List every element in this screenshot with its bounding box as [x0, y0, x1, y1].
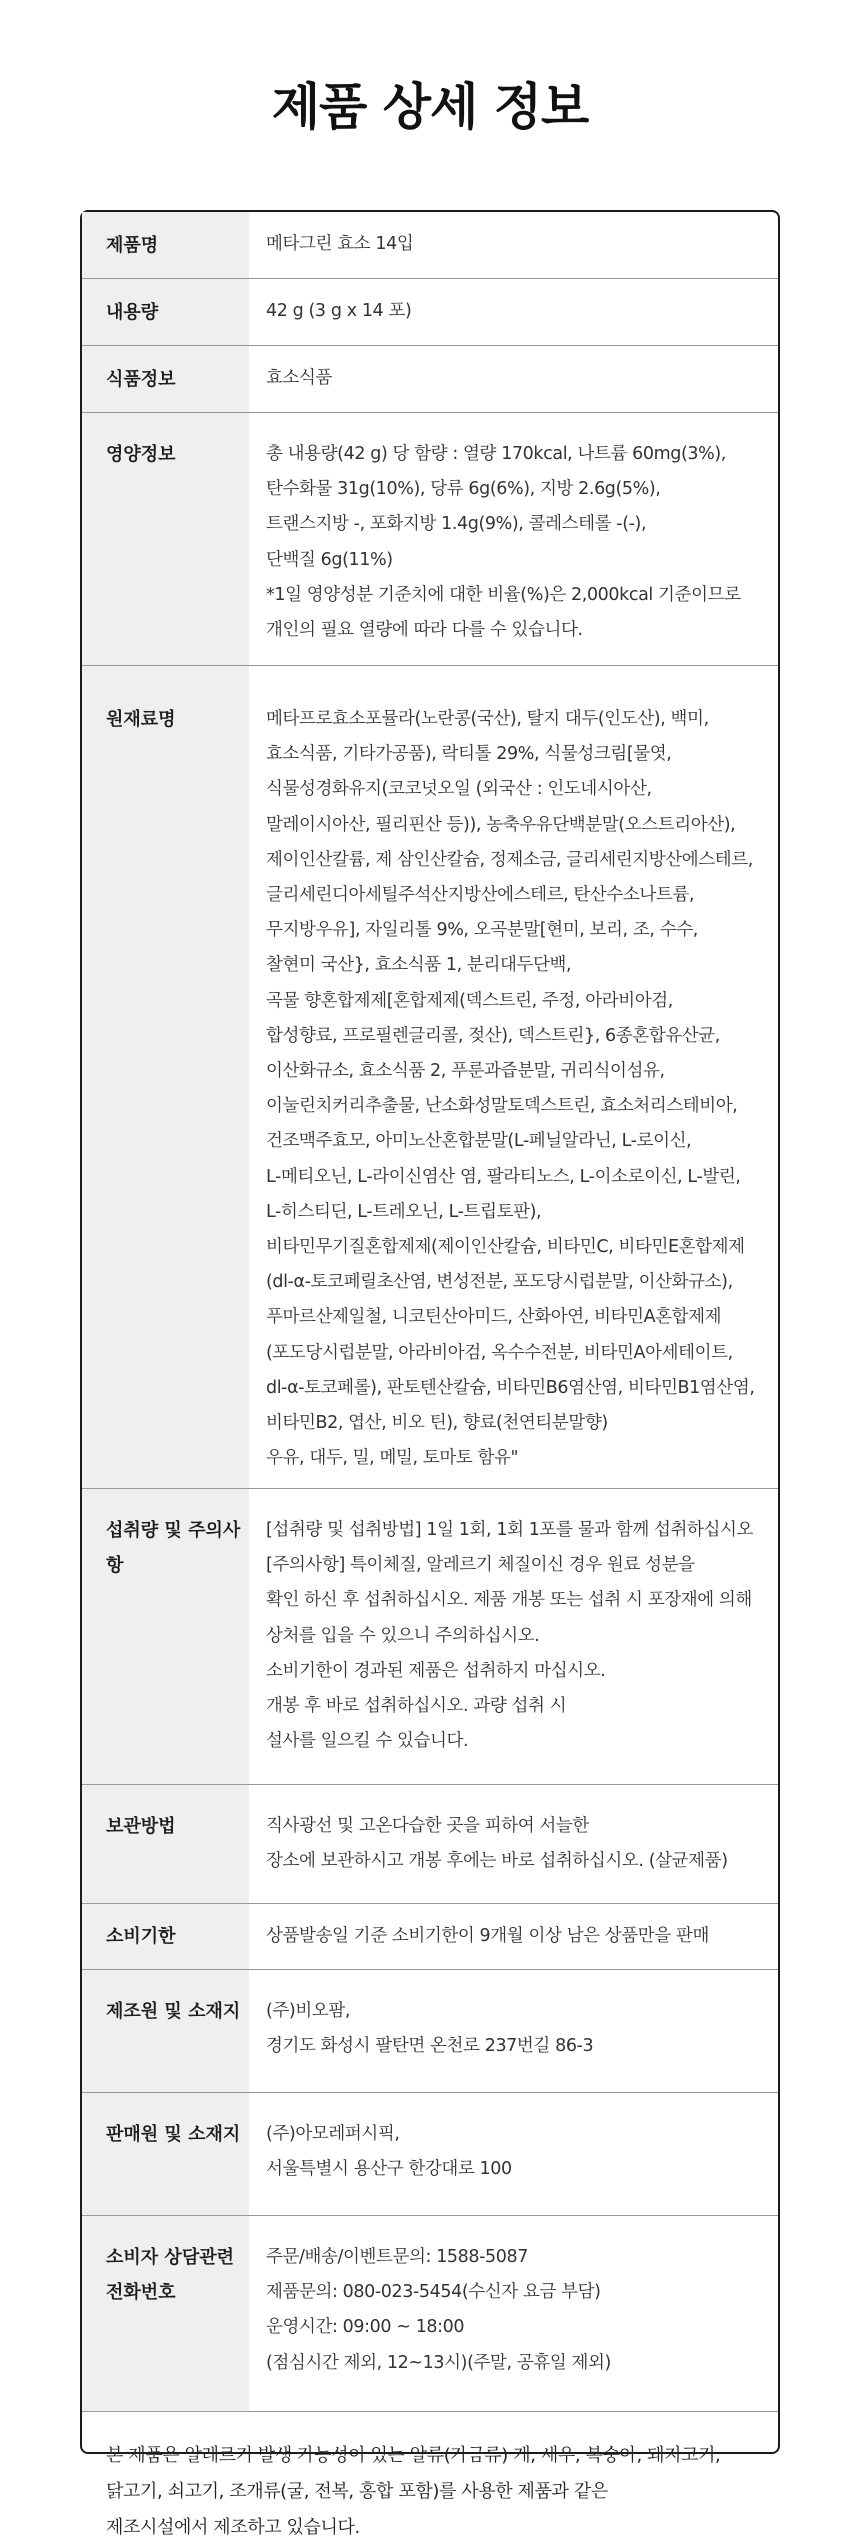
row-label: 판매원 및 소재지 — [82, 2093, 249, 2215]
row-label: 제조원 및 소재지 — [82, 1970, 249, 2092]
row-label: 영양정보 — [82, 413, 249, 665]
row-storage — [82, 1785, 778, 1904]
page-title: 제품 상세 정보 — [271, 78, 589, 136]
allergy-notice: 본 제품은 알레르기 발생 가능성이 있는 알류(가금류) 게, 새우, 복숭아, 돼지고기, 닭고기, 쇠고기, 조개류(굴, 전복, 홍합 포함)를 사용한 제품과 같은 제조시설에서 제조하고 있습니다. — [106, 2445, 721, 2538]
row-label: 소비기한 — [82, 1904, 249, 1969]
row-value: 효소식품 — [266, 368, 333, 389]
row-ingredients — [82, 666, 778, 1489]
row-label: 식품정보 — [82, 346, 249, 412]
row-value: 직사광선 및 고온다습한 곳을 피하여 서늘한 장소에 보관하시고 개봉 후에는 바로 섭취하십시오. (살균제품) — [266, 1816, 728, 1872]
row-label: 내용량 — [82, 279, 249, 345]
row-value: 메타프로효소포뮬라(노란콩(국산), 탈지 대두(인도산), 백미, 효소식품, 기타가공품), 락티톨 29%, 식물성크림[물엿, 식물성경화유지(코코넛오일 (외국산 : 인도네시아산, 말레이시아산, 필리핀산 등)), 농축우유단백분말(오스트리아산), 제이인산칼륨, 제 삼인산칼슘, 정제소금, 글리세린지방산에스테르, 글리세린디아세틸주석산지방산에스테르, 탄산수소나트륨, 무지방우유], 자일리톨 9%, 오곡분말[현미, 보리, 조, 수수, 찰현미 국산}, 효소식품 1, 분리대두단백, 곡물 향혼합제제[혼합제제(덱스트린, 주정, 아라비아검, 합성향료, 프로필렌글리콜, 젖산), 덱스트린}, 6종혼합유산균, 이산화규소, 효소식품 2, 푸룬과즙분말, 귀리식이섬유, 이눌린치커리추출물, 난소화성말토덱스트린, 효소처리스테비아, 건조맥주효모, 아미노산혼합분말(L-페닐알라닌, L-로이신, L-메티오닌, L-라이신염산 염, 팔라티노스, L-이소로이신, L-발린, L-히스티딘, L-트레오닌, L-트립토판), 비타민무기질혼합제제(제이인산칼슘, 비타민C, 비타민E혼합제제 (dl-α-토코페릴초산염, 변성전분, 포도당시럽분말, 이산화규소), 푸마르산제일철, 니코틴산아미드, 산화아연, 비타민A혼합제제 (포도당시럽분말, 아라비아검, 옥수수전분, 비타민A아세테이트, dl-α-토코페롤), 판토텐산칼슘, 비타민B6염산염, 비타민B1염산염, 비타민B2, 엽산, 비오 틴), 향료(천연티분말향) 우유, 대두, 밀, 메밀, 토마토 함유" — [266, 709, 755, 1469]
row-label: 원재료명 — [82, 666, 249, 1488]
row-value: 총 내용량(42 g) 당 함량 : 열량 170kcal, 나트륨 60mg(3%), 탄수화물 31g(10%), 당류 6g(6%), 지방 2.6g(5%), 트랜스지방 -, 포화지방 1.4g(9%), 콜레스테롤 -(-), 단백질 6g(11%) *1일 영양성분 기준치에 대한 비율(%)은 2,000kcal 기준이므로 개인의 필요 열량에 따라 다를 수 있습니다. — [266, 444, 741, 641]
row-customer-service — [82, 2216, 778, 2412]
row-manufacturer — [82, 1970, 778, 2093]
row-expiry — [82, 1904, 778, 1970]
row-value: 42 g (3 g x 14 포) — [266, 301, 412, 322]
row-value: (주)비오팜, 경기도 화성시 팔탄면 온천로 237번길 86-3 — [266, 2001, 594, 2057]
row-value: 메타그린 효소 14입 — [266, 234, 414, 255]
product-info-table — [80, 210, 780, 2538]
row-seller — [82, 2093, 778, 2216]
row-volume — [82, 279, 778, 346]
row-value: (주)아모레퍼시픽, 서울특별시 용산구 한강대로 100 — [266, 2124, 512, 2180]
row-nutrition — [82, 413, 778, 666]
row-food-type — [82, 346, 778, 413]
row-intake-caution — [82, 1489, 778, 1785]
row-product-name — [82, 212, 778, 279]
row-value: [섭취량 및 섭취방법] 1일 1회, 1회 1포를 물과 함께 섭취하십시오 [주의사항] 특이체질, 알레르기 체질이신 경우 원료 성분을 확인 하신 후 섭취하십시오. 제품 개봉 또는 섭취 시 포장재에 의해 상처를 입을 수 있으니 주의하십시오. 소비기한이 경과된 제품은 섭취하지 마십시오. 개봉 후 바로 섭취하십시오. 과량 섭취 시 설사를 일으킬 수 있습니다. — [266, 1520, 754, 1752]
row-value: 상품발송일 기준 소비기한이 9개월 이상 남은 상품만을 판매 — [266, 1925, 709, 1946]
row-value: 주문/배송/이벤트문의: 1588-5087 제품문의: 080-023-5454(수신자 요금 부담) 운영시간: 09:00 ~ 18:00 (점심시간 제외, 12~13시)(주말, 공휴일 제외) — [266, 2247, 611, 2373]
row-label: 소비자 상담관련 전화번호 — [82, 2216, 249, 2411]
row-label: 제품명 — [82, 212, 249, 278]
row-label: 섭취량 및 주의사항 — [82, 1489, 249, 1784]
row-label: 보관방법 — [82, 1785, 249, 1903]
